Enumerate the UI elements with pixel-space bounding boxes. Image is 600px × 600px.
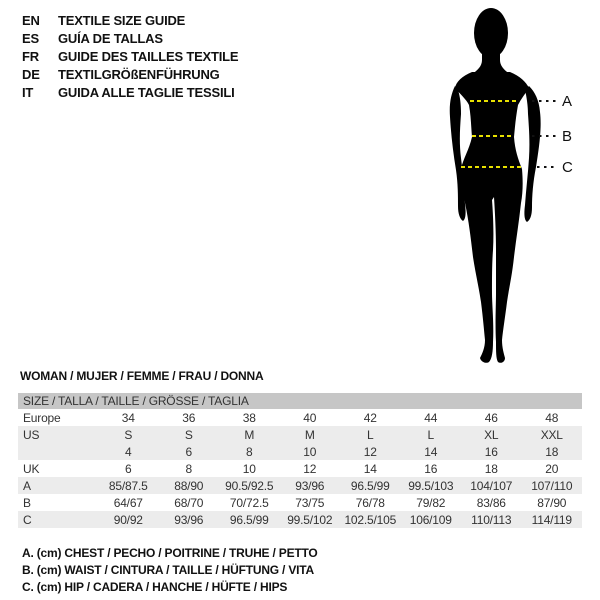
size-value: 14	[363, 461, 377, 476]
language-code: IT	[22, 85, 34, 100]
size-table-header: SIZE / TALLA / TAILLE / GRÖSSE / TAGLIA	[18, 393, 582, 409]
size-table	[18, 393, 582, 528]
size-value: 99.5/102	[280, 511, 341, 528]
measure-label-b: B	[562, 128, 573, 145]
table-row	[18, 426, 582, 443]
size-value: 110/113	[461, 511, 522, 528]
language-code: DE	[22, 67, 40, 82]
row-label: Europe	[23, 410, 61, 425]
size-value: 16	[424, 461, 438, 476]
size-value: 6	[125, 461, 132, 476]
row-label: UK	[23, 461, 40, 476]
size-value: 102.5/105	[340, 511, 401, 528]
row-label: C	[18, 511, 98, 528]
size-value: 44	[424, 410, 438, 425]
size-value: 34	[121, 410, 135, 425]
size-value: 14	[401, 443, 462, 460]
table-row	[18, 443, 582, 460]
size-value: 87/90	[537, 495, 567, 510]
size-value: 99.5/103	[401, 477, 462, 494]
measure-label-a: A	[562, 93, 573, 110]
size-value: 8	[219, 443, 280, 460]
size-value: 12	[303, 461, 317, 476]
size-value: XXL	[522, 426, 583, 443]
size-value: 8	[185, 461, 192, 476]
size-value: 68/70	[174, 495, 204, 510]
size-value: 16	[461, 443, 522, 460]
woman-silhouette-figure	[408, 0, 592, 380]
language-title: TEXTILE SIZE GUIDE	[58, 13, 186, 28]
size-value: 93/96	[280, 477, 341, 494]
size-value: 18	[484, 461, 498, 476]
size-value: 83/86	[476, 495, 506, 510]
size-value: 106/109	[401, 511, 462, 528]
woman-silhouette-icon	[450, 8, 541, 363]
size-value: 85/87.5	[98, 477, 159, 494]
size-value: 107/110	[522, 477, 583, 494]
size-value: 40	[303, 410, 317, 425]
size-value: L	[401, 426, 462, 443]
table-row	[18, 409, 582, 426]
size-value: 93/96	[159, 511, 220, 528]
language-row	[22, 48, 238, 66]
language-code: EN	[22, 13, 40, 28]
language-code: FR	[22, 49, 39, 64]
size-value: 10	[280, 443, 341, 460]
language-row	[22, 12, 238, 30]
size-value: 114/119	[522, 511, 583, 528]
size-table-wrap	[18, 393, 582, 528]
size-value: 73/75	[295, 495, 325, 510]
language-title: GUÍA DE TALLAS	[58, 31, 163, 46]
size-value: M	[219, 426, 280, 443]
size-value: 10	[242, 461, 256, 476]
size-value: 4	[98, 443, 159, 460]
table-row	[18, 511, 582, 528]
language-row	[22, 84, 238, 102]
size-value: 12	[340, 443, 401, 460]
size-value: 90/92	[98, 511, 159, 528]
size-value: 36	[182, 410, 196, 425]
language-title-block	[22, 12, 238, 102]
size-value: 38	[242, 410, 256, 425]
language-row	[22, 66, 238, 84]
size-value: S	[98, 426, 159, 443]
size-value: 20	[545, 461, 559, 476]
row-label: US	[18, 426, 98, 443]
legend-line: A. (cm) CHEST / PECHO / POITRINE / TRUHE / PETTO	[22, 546, 318, 560]
language-code: ES	[22, 31, 39, 46]
size-value: 96.5/99	[340, 477, 401, 494]
legend-line: B. (cm) WAIST / CINTURA / TAILLE / HÜFTUNG / VITA	[22, 563, 314, 577]
row-label: A	[18, 477, 98, 494]
language-title: GUIDA ALLE TAGLIE TESSILI	[58, 85, 235, 100]
table-row	[18, 460, 582, 477]
size-value: XL	[461, 426, 522, 443]
size-value: 90.5/92.5	[219, 477, 280, 494]
size-value: L	[340, 426, 401, 443]
size-value: 18	[522, 443, 583, 460]
size-value: S	[159, 426, 220, 443]
language-title: GUIDE DES TAILLES TEXTILE	[58, 49, 239, 64]
size-value: 48	[545, 410, 559, 425]
size-value: 76/78	[355, 495, 385, 510]
size-value: 42	[363, 410, 377, 425]
woman-heading: WOMAN / MUJER / FEMME / FRAU / DONNA	[20, 369, 264, 383]
table-row	[18, 494, 582, 511]
size-value: 88/90	[159, 477, 220, 494]
measure-label-c: C	[562, 159, 573, 176]
measurement-legend	[22, 545, 318, 596]
size-value: 96.5/99	[219, 511, 280, 528]
row-label	[18, 443, 98, 460]
size-value: 70/72.5	[229, 495, 269, 510]
legend-line: C. (cm) HIP / CADERA / HANCHE / HÜFTE / HIPS	[22, 580, 288, 594]
size-value: 104/107	[461, 477, 522, 494]
size-value: 79/82	[416, 495, 446, 510]
size-table-header-row	[18, 393, 582, 409]
size-value: M	[280, 426, 341, 443]
table-row	[18, 477, 582, 494]
size-value: 46	[484, 410, 498, 425]
language-row	[22, 30, 238, 48]
size-value: 64/67	[113, 495, 143, 510]
language-title: TEXTILGRÖßENFÜHRUNG	[58, 67, 220, 82]
size-table-body	[18, 393, 582, 528]
size-value: 6	[159, 443, 220, 460]
row-label: B	[23, 495, 31, 510]
